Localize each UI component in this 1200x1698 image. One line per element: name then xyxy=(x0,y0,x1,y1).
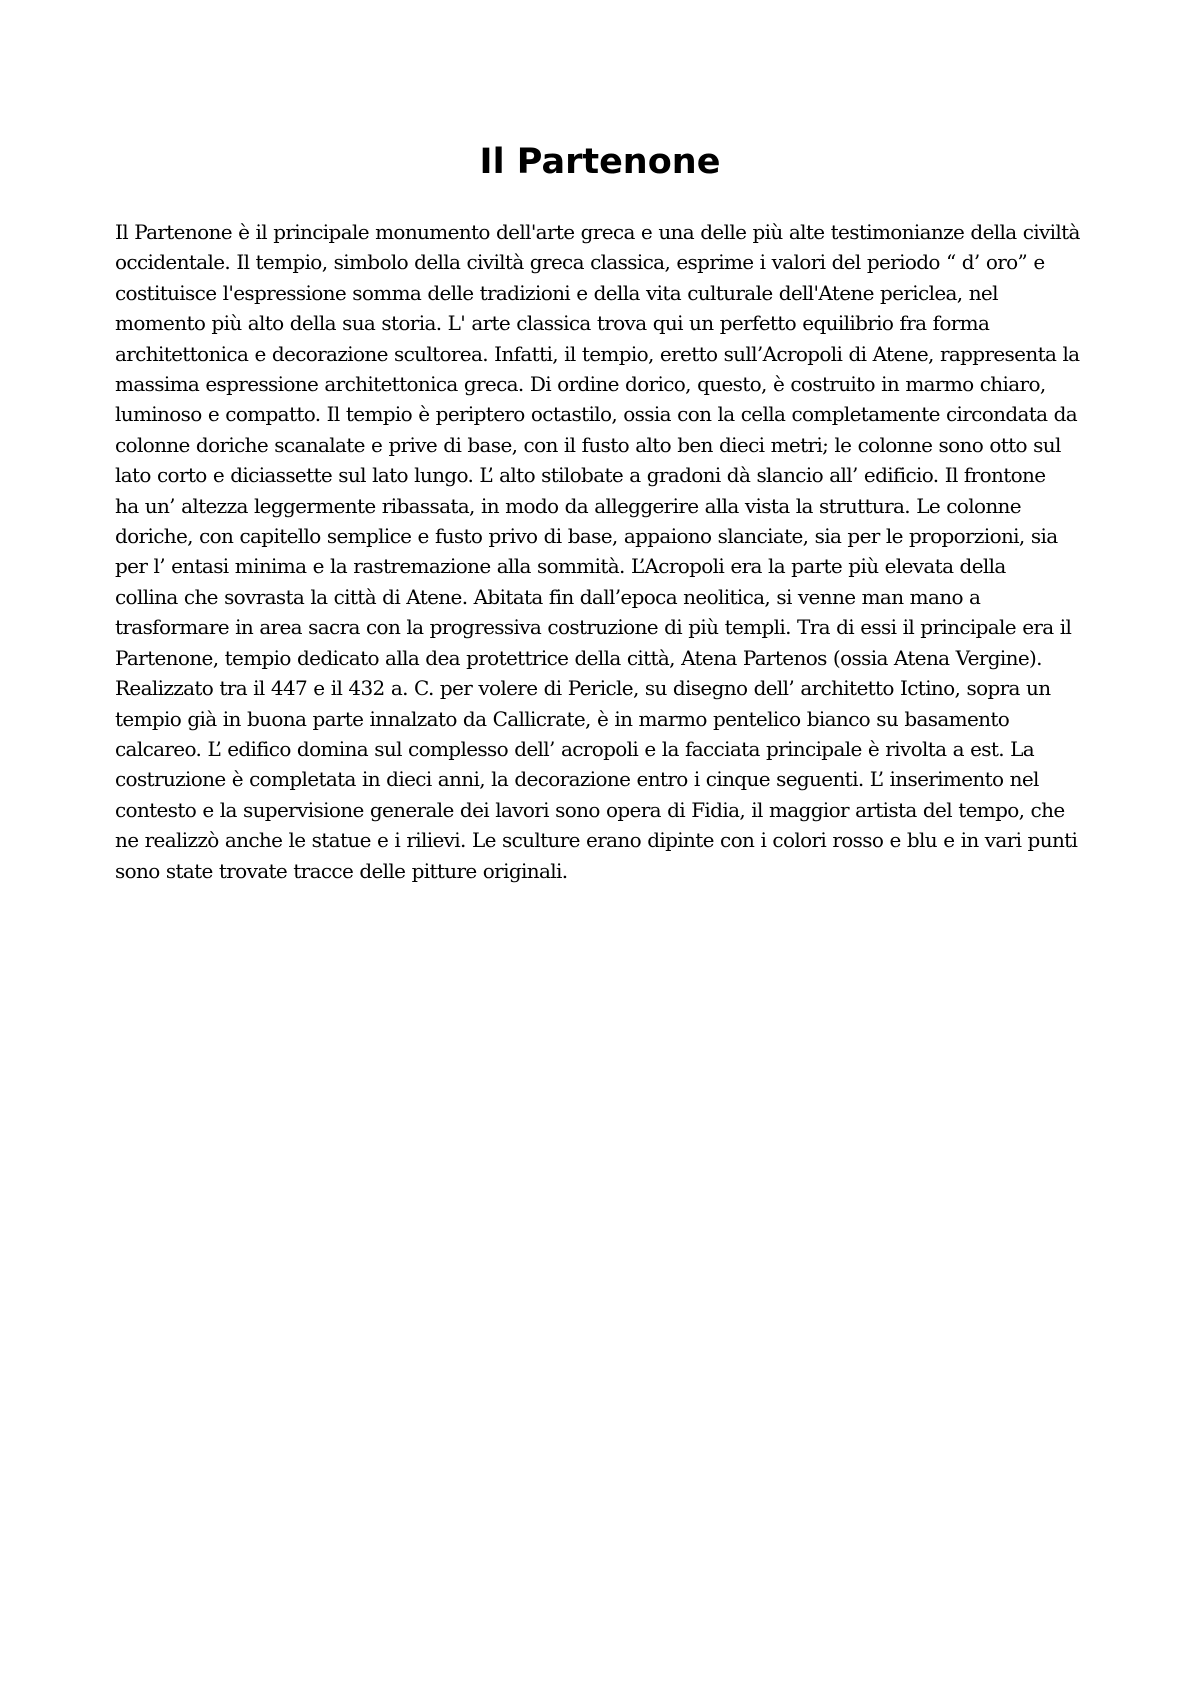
paragraph-line: Il Partenone è il principale monumento dell'arte greca e una delle più alte testimonianze della civiltà xyxy=(115,220,1080,244)
paragraph-line: contesto e la supervisione generale dei lavori sono opera di Fidia, il maggior artista del tempo, che xyxy=(115,797,1065,822)
paragraph-line: ha un’ altezza leggermente ribassata, in modo da alleggerire alla vista la struttura. Le colonne xyxy=(115,493,1021,518)
paragraph-line: occidentale. Il tempio, simbolo della civiltà greca classica, esprime i valori del periodo “ d’ oro” e xyxy=(115,250,1045,275)
paragraph-line: collina che sovrasta la città di Atene. Abitata fin dall’epoca neolitica, si venne man mano a xyxy=(115,584,981,609)
paragraph-line: ne realizzò anche le statue e i rilievi. Le sculture erano dipinte con i colori rosso e blu e in vari punti xyxy=(115,828,1078,853)
paragraph-line: costruzione è completata in dieci anni, la decorazione entro i cinque seguenti. L’ inserimento nel xyxy=(115,767,1039,792)
paragraph-line: colonne doriche scanalate e prive di base, con il fusto alto ben dieci metri; le colonne sono otto sul xyxy=(115,432,1061,457)
document-paragraph xyxy=(115,217,1100,886)
paragraph-line: trasformare in area sacra con la progressiva costruzione di più templi. Tra di essi il principale era il xyxy=(115,615,1072,640)
paragraph-line: calcareo. L’ edifico domina sul complesso dell’ acropoli e la facciata principale è rivolta a est. La xyxy=(115,736,1035,761)
paragraph-line: Realizzato tra il 447 e il 432 a. C. per volere di Pericle, su disegno dell’ architetto Ictino, sopra un xyxy=(115,676,1051,701)
paragraph-line: per l’ entasi minima e la rastremazione alla sommità. L’Acropoli era la parte più elevata della xyxy=(115,554,1006,579)
paragraph-line: doriche, con capitello semplice e fusto privo di base, appaiono slanciate, sia per le proporzioni, sia xyxy=(115,524,1058,549)
paragraph-line: Partenone, tempio dedicato alla dea protettrice della città, Atena Partenos (ossia Atena Vergine). xyxy=(115,645,1042,670)
paragraph-line: sono state trovate tracce delle pitture originali. xyxy=(115,858,568,883)
paragraph-line: luminoso e compatto. Il tempio è periptero octastilo, ossia con la cella completamente circondata da xyxy=(115,402,1078,427)
document-title: Il Partenone xyxy=(479,142,721,182)
paragraph-line: massima espressione architettonica greca. Di ordine dorico, questo, è costruito in marmo chiaro, xyxy=(115,372,1046,397)
paragraph-line: architettonica e decorazione scultorea. Infatti, il tempio, eretto sull’Acropoli di Atene, rappresenta la xyxy=(115,341,1080,366)
paragraph-line: tempio già in buona parte innalzato da Callicrate, è in marmo pentelico bianco su basamento xyxy=(115,706,1010,731)
paragraph-line: costituisce l'espressione somma delle tradizioni e della vita culturale dell'Atene periclea, nel xyxy=(115,280,998,305)
paragraph-line: lato corto e diciassette sul lato lungo. L’ alto stilobate a gradoni dà slancio all’ edificio. Il frontone xyxy=(115,463,1046,488)
paragraph-line: momento più alto della sua storia. L' arte classica trova qui un perfetto equilibrio fra forma xyxy=(115,311,990,336)
